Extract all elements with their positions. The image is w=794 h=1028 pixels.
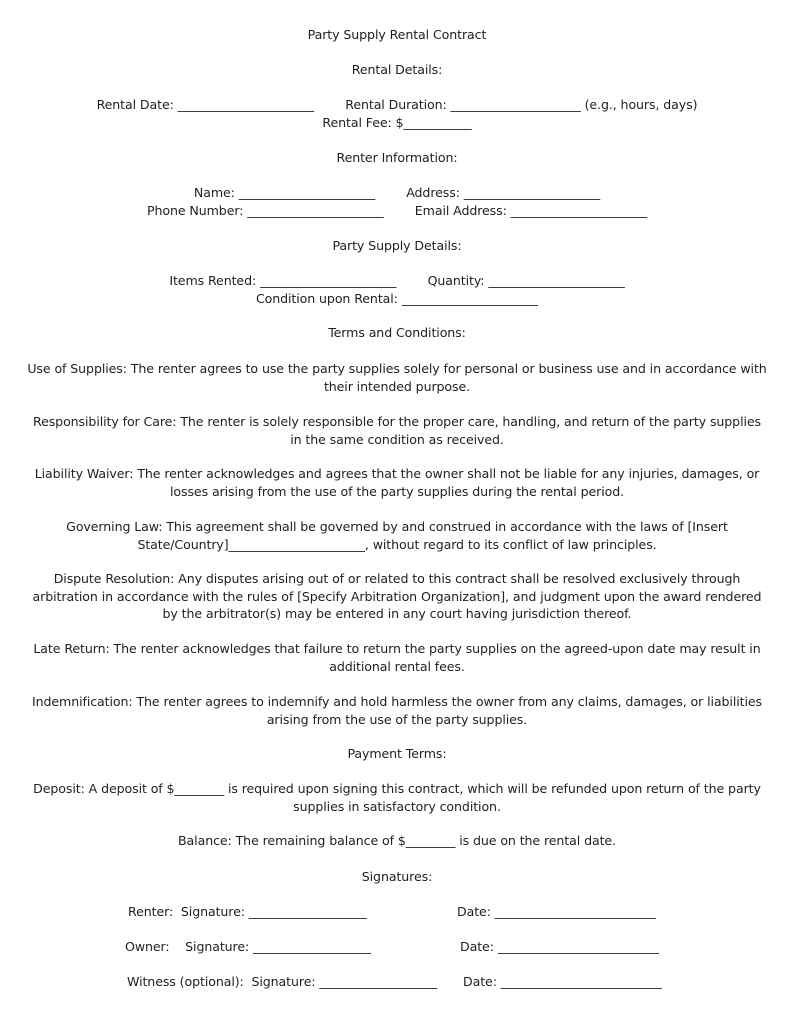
clause-late-return (26, 640, 768, 675)
witness-date-line: Date: __________________________ (463, 974, 662, 989)
clause-responsibility (26, 413, 768, 448)
party-supply-details-heading: Party Supply Details: (332, 238, 462, 253)
signatures-heading: Signatures: (361, 869, 433, 884)
renter-phone-email-line: Phone Number: ______________________ Email Address: ______________________ (147, 203, 647, 218)
clause-text: Late Return: The renter acknowledges that failure to return the party supplies on the agreed-upon date may result in additional rental fees. (33, 641, 761, 674)
renter-date-line: Date: __________________________ (457, 904, 656, 919)
clause-text: Dispute Resolution: Any disputes arising out of or related to this contract shall be resolved exclusively through arbitration in accordance with the rules of [Specify Arbitration Organization], and judgment upon the award rendered by the arbitrator(s) may be entered in any court having jurisdiction thereof. (32, 571, 762, 621)
clause-use-of-supplies (26, 360, 768, 395)
contract-title: Party Supply Rental Contract (307, 27, 487, 42)
clause-text: Indemnification: The renter agrees to indemnify and hold harmless the owner from any claims, damages, or liabilities arising from the use of the party supplies. (32, 694, 762, 727)
payment-deposit (26, 780, 768, 815)
renter-signature-line: Renter: Signature: ___________________ (128, 904, 367, 919)
clause-text: Responsibility for Care: The renter is solely responsible for the proper care, handling, and return of the party supplies in the same condition as received. (32, 414, 761, 447)
witness-signature-line: Witness (optional): Signature: ___________________ (127, 974, 438, 989)
clause-text: Use of Supplies: The renter agrees to use the party supplies solely for personal or business use and in accordance with their intended purpose. (27, 361, 767, 394)
renter-name-address-line: Name: ______________________ Address: ______________________ (193, 185, 601, 200)
clause-dispute-resolution (26, 570, 768, 623)
payment-terms-heading: Payment Terms: (347, 746, 447, 761)
rental-fee-line: Rental Fee: $___________ (322, 115, 472, 130)
condition-line: Condition upon Rental: ______________________ (255, 291, 539, 306)
deposit-text: Deposit: A deposit of $________ is required upon signing this contract, which will be refunded upon return of the party supplies in satisfactory condition. (33, 781, 761, 814)
items-quantity-line: Items Rented: ______________________ Quantity: ______________________ (169, 273, 625, 288)
owner-signature-line: Owner: Signature: ___________________ (125, 939, 371, 954)
clause-governing-law (26, 518, 768, 553)
owner-date-line: Date: __________________________ (460, 939, 659, 954)
terms-heading: Terms and Conditions: (328, 325, 466, 340)
clause-text: Liability Waiver: The renter acknowledges and agrees that the owner shall not be liable for any injuries, damages, or losses arising from the use of the party supplies during the rental period. (34, 466, 760, 499)
clause-indemnification (26, 693, 768, 728)
rental-details-heading: Rental Details: (351, 62, 443, 77)
clause-liability (26, 465, 768, 500)
payment-balance: Balance: The remaining balance of $________ is due on the rental date. (178, 833, 616, 848)
rental-date-duration-line: Rental Date: ______________________ Rental Duration: _____________________ (e.g., hours, days) (96, 97, 698, 112)
renter-information-heading: Renter Information: (336, 150, 458, 165)
clause-text: Governing Law: This agreement shall be governed by and construed in accordance with the laws of [Insert State/Country]______________________, without regard to its conflict of law principles. (66, 519, 728, 552)
